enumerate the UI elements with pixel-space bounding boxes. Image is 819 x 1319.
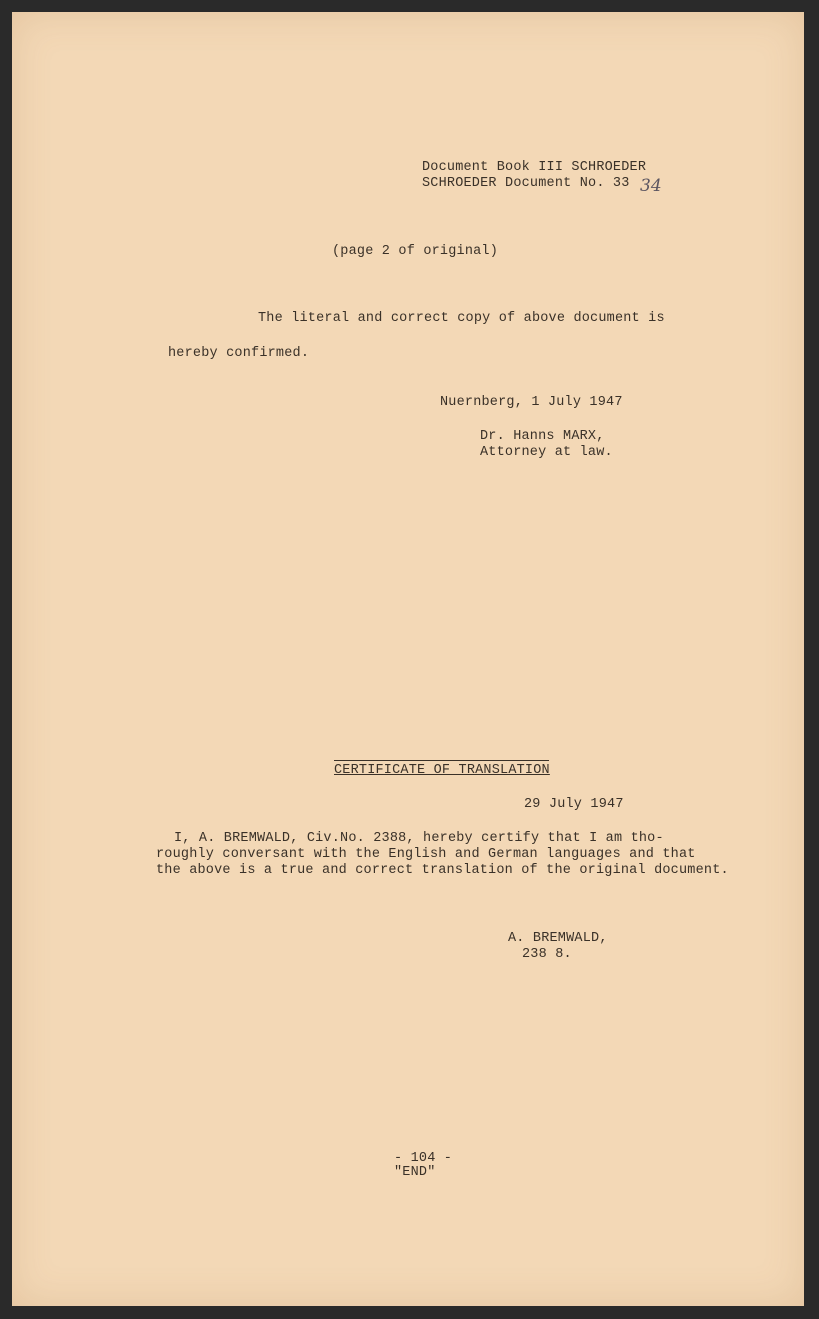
confirmation-line-2: hereby confirmed. xyxy=(168,346,310,361)
page-note: (page 2 of original) xyxy=(332,244,499,259)
end-mark: "END" xyxy=(394,1165,436,1180)
certificate-date: 29 July 1947 xyxy=(524,797,624,812)
certificate-body-line-2: roughly conversant with the English and German languages and that xyxy=(156,847,696,862)
handwritten-number: 34 xyxy=(640,176,662,196)
translator-name: A. BREMWALD, xyxy=(508,931,608,946)
page-number: - 104 - xyxy=(394,1151,453,1166)
certificate-heading: CERTIFICATE OF TRANSLATION xyxy=(334,763,550,778)
confirmation-line-1: The literal and correct copy of above document is xyxy=(258,311,665,326)
certificate-body-line-3: the above is a true and correct translation of the original document. xyxy=(156,863,729,878)
signatory-name: Dr. Hanns MARX, xyxy=(480,429,605,444)
header-document-number: SCHROEDER Document No. 33 xyxy=(422,176,630,191)
translator-number: 238 8. xyxy=(522,947,572,962)
certificate-body-line-1: I, A. BREMWALD, Civ.No. 2388, hereby certify that I am tho- xyxy=(174,831,664,846)
signatory-title: Attorney at law. xyxy=(480,445,613,460)
certificate-top-rule xyxy=(334,760,549,761)
place-date: Nuernberg, 1 July 1947 xyxy=(440,395,623,410)
document-page xyxy=(12,12,804,1306)
header-document-book: Document Book III SCHROEDER xyxy=(422,160,647,175)
